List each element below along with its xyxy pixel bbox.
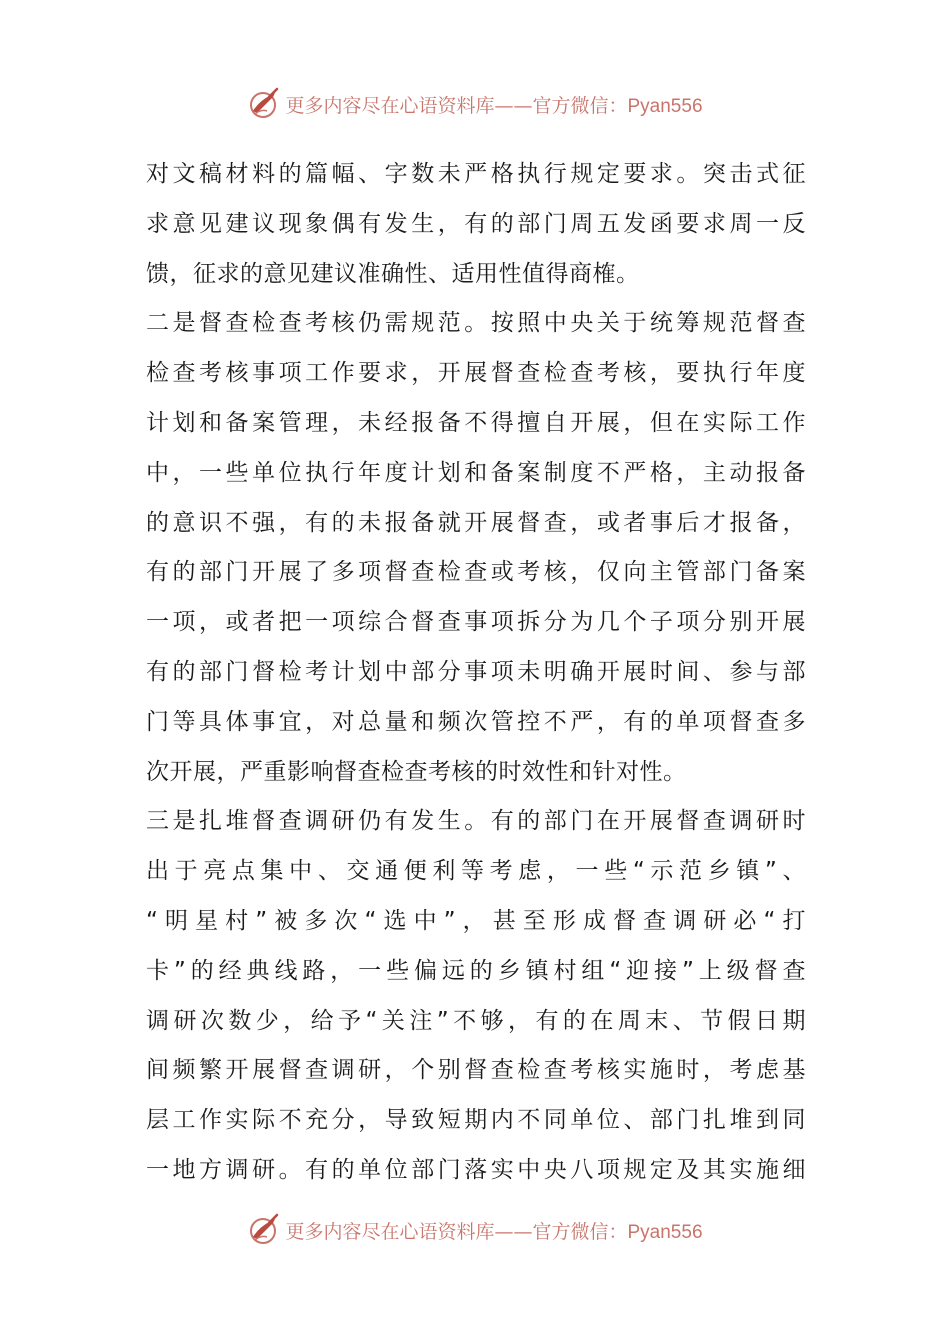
body-line: 一项，或者把一项综合督查事项拆分为几个子项分别开展 — [146, 609, 806, 636]
body-line: 二是督查检查考核仍需规范。按照中央关于统筹规范督查 — [146, 310, 806, 337]
body-line: 出于亮点集中、交通便利等考虑，一些“示范乡镇”、 — [146, 858, 806, 885]
header-brand-text: 更多内容尽在心语资料库 — [285, 94, 495, 117]
body-line: 有的部门开展了多项督查检查或考核，仅向主管部门备案 — [146, 559, 806, 586]
body-line: 间频繁开展督查调研，个别督查检查考核实施时，考虑基 — [146, 1057, 806, 1084]
body-line: 的意识不强，有的未报备就开展督查，或者事后才报备， — [146, 509, 806, 536]
header-banner — [0, 84, 950, 124]
body-line: 检查考核事项工作要求，开展督查检查考核，要执行年度 — [146, 360, 806, 387]
body-line: 计划和备案管理，未经报备不得擅自开展，但在实际工作 — [146, 409, 806, 436]
footer-wechat-id: Pyan556 — [627, 1221, 703, 1243]
body-line: 中，一些单位执行年度计划和备案制度不严格，主动报备 — [146, 459, 806, 486]
header-wechat-label: 官方微信： — [532, 94, 628, 117]
footer-banner — [0, 1210, 950, 1250]
header-wechat-id: Pyan556 — [627, 95, 703, 117]
body-line: 对文稿材料的篇幅、字数未严格执行规定要求。突击式征 — [146, 161, 806, 187]
body-line: 有的部门督检考计划中部分事项未明确开展时间、参与部 — [146, 658, 806, 685]
footer-brand-text: 更多内容尽在心语资料库 — [285, 1220, 495, 1243]
footer-wechat-label: 官方微信： — [532, 1220, 628, 1243]
body-line: 次开展，严重影响督查检查考核的时效性和针对性。 — [146, 758, 687, 785]
body-line: 调研次数少，给予“关注”不够，有的在周末、节假日期 — [146, 1007, 806, 1034]
pen-logo-icon — [247, 1213, 281, 1247]
body-line: 卡”的经典线路，一些偏远的乡镇村组“迎接”上级督查 — [146, 957, 806, 984]
document-body — [146, 150, 806, 1196]
body-line: 层工作实际不充分，导致短期内不同单位、部门扎堆到同 — [146, 1107, 806, 1134]
body-line: 三是扎堆督查调研仍有发生。有的部门在开展督查调研时 — [146, 808, 806, 835]
footer-separator: —— — [494, 1220, 533, 1243]
body-line: 馈，征求的意见建议准确性、适用性值得商榷。 — [146, 260, 640, 287]
footer-banner-text — [285, 1217, 702, 1244]
header-banner-text — [285, 91, 702, 118]
pen-logo-icon — [247, 87, 281, 121]
body-line: 一地方调研。有的单位部门落实中央八项规定及其实施细 — [146, 1156, 806, 1183]
body-line: 门等具体事宜，对总量和频次管控不严，有的单项督查多 — [146, 708, 806, 735]
body-line: 求意见建议现象偶有发生，有的部门周五发函要求周一反 — [146, 210, 806, 237]
header-separator: —— — [494, 94, 533, 117]
body-line: “明星村”被多次“选中”，甚至形成督查调研必“打 — [146, 907, 806, 934]
